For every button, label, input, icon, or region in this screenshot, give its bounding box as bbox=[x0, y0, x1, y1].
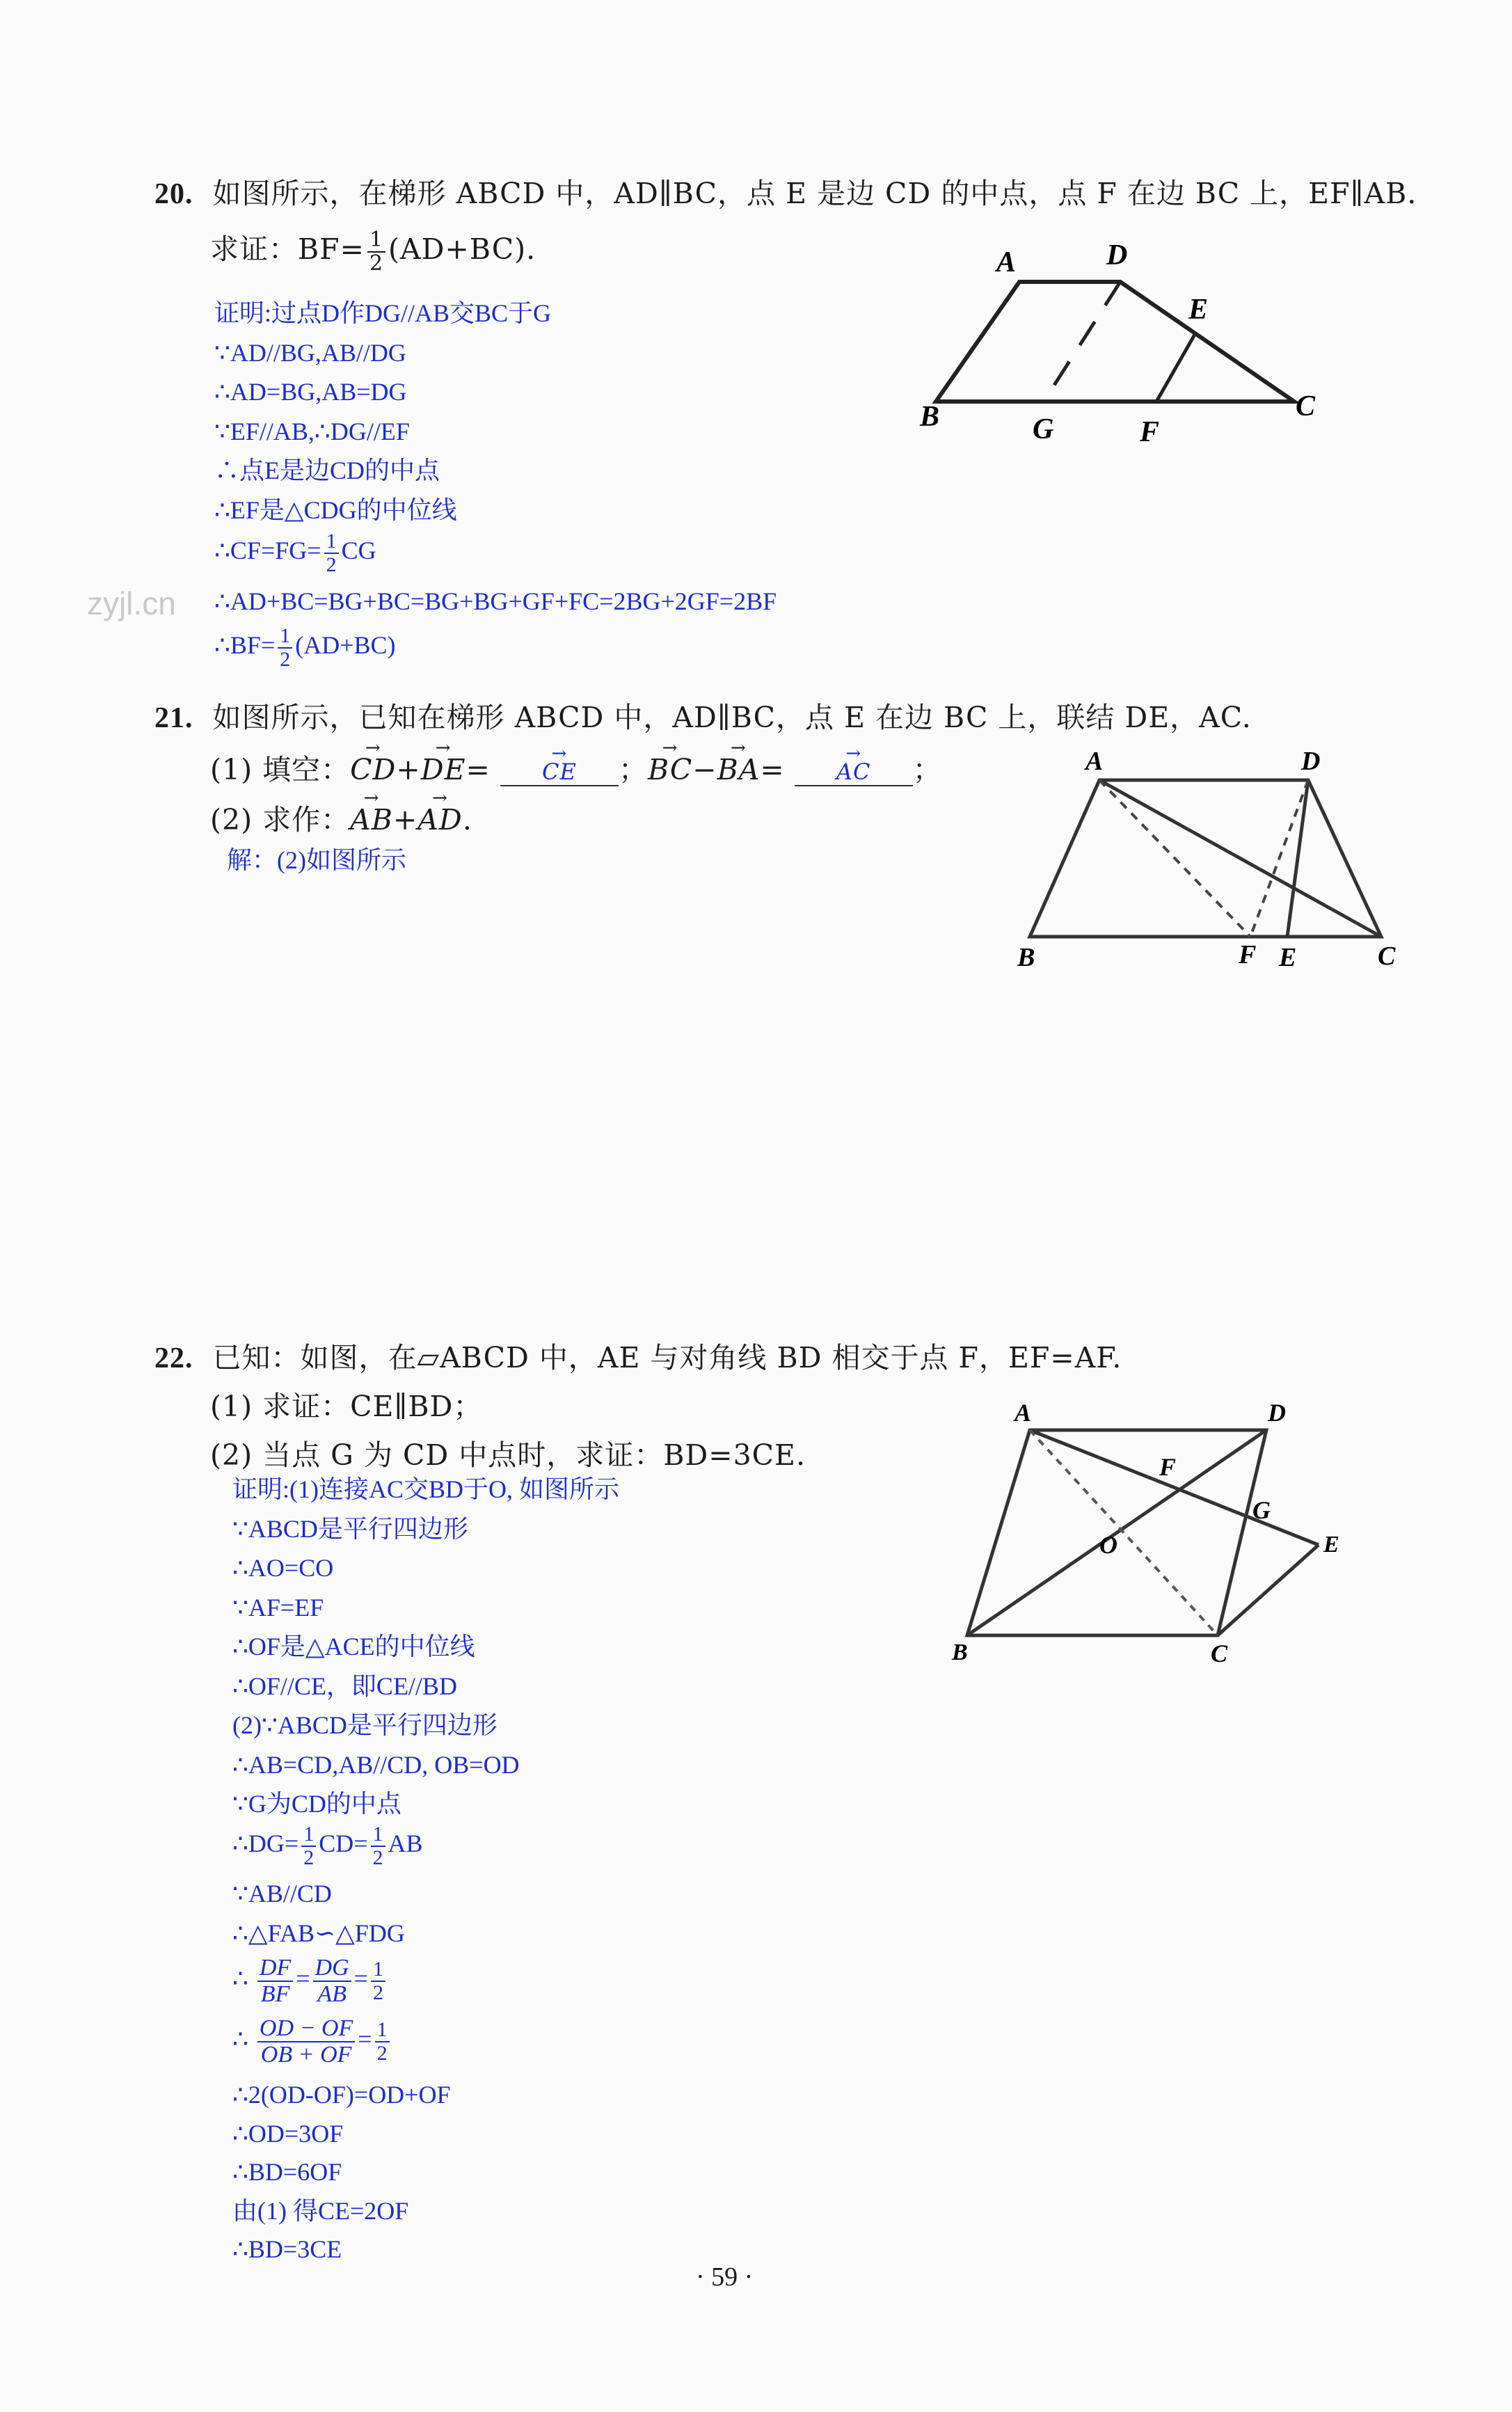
solution-line: ∴点E是边CD的中点 bbox=[214, 457, 440, 484]
solution-line: ∴AD=BG,AB=DG bbox=[214, 378, 407, 406]
problem-21-q1: (1) 填空：→ CD+→ DE= → CE ；→ BC−→ BA= → AC ； bbox=[210, 747, 942, 788]
dashed-line-dg bbox=[1044, 282, 1120, 402]
solution-22 bbox=[232, 1470, 619, 1824]
fraction: $\frac{OD - OF}{OB + OF}$ bbox=[257, 2016, 355, 2067]
label-a: A bbox=[1014, 1399, 1032, 1427]
solution-line: ∴AB=CD,AB//CD, OB=OD bbox=[232, 1750, 520, 1779]
solution-line: ∵EF//AB,∴DG//EF bbox=[214, 417, 410, 445]
label-e: E bbox=[1323, 1532, 1339, 1557]
solution-line: ∴OF//CE，即CE//BD bbox=[232, 1672, 457, 1700]
line-de bbox=[1287, 780, 1308, 937]
problem-22-q2: (2) 当点 G 为 CD 中点时，求证：BD=3CE. bbox=[210, 1438, 806, 1472]
vector: → DE bbox=[421, 753, 466, 786]
label-g: G bbox=[1252, 1496, 1271, 1524]
solution-line: (2)∵ABCD是平行四边形 bbox=[232, 1711, 498, 1739]
vector: → AB bbox=[350, 803, 393, 836]
label-a: A bbox=[996, 246, 1017, 278]
vector: → BA bbox=[717, 753, 761, 786]
problem-number: 22. bbox=[154, 1342, 193, 1374]
label-a: A bbox=[1085, 747, 1104, 776]
label-c: C bbox=[1211, 1640, 1228, 1667]
problem-text: 如图所示，在梯形 ABCD 中，AD∥BC，点 E 是边 CD 的中点，点 F 在边 BC 上，EF∥AB. bbox=[212, 177, 1417, 210]
solution-line: ∴BD=3CE bbox=[232, 2235, 342, 2263]
trapezoid-abcd bbox=[1030, 780, 1381, 937]
solution-line: ∴BF= $\frac{1}{2}$ (AD+BC) bbox=[214, 624, 396, 671]
solution-line: ∴OF是△ACE的中位线 bbox=[232, 1633, 475, 1660]
solution-line: ∴EF是△CDG的中位线 bbox=[214, 495, 457, 524]
label-g: G bbox=[1033, 413, 1054, 445]
fraction: $\frac{1}{2}$ bbox=[375, 2019, 390, 2064]
problem-21-q2: (2) 求作：→ AB+→ AD. bbox=[210, 797, 472, 838]
fraction: $\frac{DF}{BF}$ bbox=[257, 1955, 293, 2006]
label-d: D bbox=[1268, 1399, 1286, 1427]
fraction: $\frac{1}{2}$ bbox=[371, 1958, 385, 2004]
solution-ratio-2: ∴ $\frac{OD - OF}{OB + OF}$ = $\frac{1}{2}$ bbox=[232, 2016, 392, 2067]
vector: → AD bbox=[417, 803, 462, 836]
solution-20 bbox=[214, 294, 551, 530]
prove-prefix: 求证：BF= bbox=[210, 232, 365, 266]
solution-22-tail bbox=[232, 2076, 451, 2269]
prove-suffix: (AD+BC). bbox=[388, 232, 536, 266]
problem-21-stem bbox=[154, 695, 1252, 736]
problem-number: 21. bbox=[154, 702, 193, 734]
solution-line: ∴CF=FG= $\frac{1}{2}$ CG bbox=[214, 530, 376, 576]
label-c: C bbox=[1296, 390, 1316, 422]
label-f: F bbox=[1239, 940, 1257, 969]
label-d: D bbox=[1106, 239, 1128, 271]
label-b: B bbox=[952, 1640, 968, 1665]
solution-line: ∴DG= $\frac{1}{2}$ CD= $\frac{1}{2}$ AB bbox=[232, 1823, 423, 1869]
watermark: zyjl.cn bbox=[87, 585, 176, 621]
dashed-line-df bbox=[1250, 780, 1308, 937]
line-ae bbox=[1030, 1430, 1319, 1545]
label-e: E bbox=[1188, 294, 1209, 326]
answer-blank: → CE bbox=[500, 759, 619, 786]
problem-22-q1: (1) 求证：CE∥BD； bbox=[210, 1390, 483, 1423]
problem-20-stem bbox=[154, 170, 1417, 212]
fraction: $\frac{1}{2}$ bbox=[278, 625, 292, 670]
dashed-line-af bbox=[1099, 780, 1250, 937]
solution-line: ∴OD=3OF bbox=[232, 2119, 344, 2148]
line-ce bbox=[1218, 1545, 1319, 1635]
solution-line: ∵AB//CD bbox=[232, 1880, 332, 1907]
solution-line: ∴AO=CO bbox=[232, 1554, 334, 1582]
figure-20-trapezoid bbox=[905, 230, 1343, 466]
solution-21: 解：(2)如图所示 bbox=[227, 846, 406, 874]
solution-line: ∵AF=EF bbox=[232, 1593, 324, 1621]
solution-line: ∵ABCD是平行四边形 bbox=[232, 1514, 468, 1543]
solution-line: 证明:过点D作DG//AB交BC于G bbox=[214, 299, 552, 327]
vector: → BC bbox=[648, 753, 692, 786]
solution-line: ∴2(OD-OF)=OD+OF bbox=[232, 2081, 451, 2109]
label-f: F bbox=[1140, 416, 1160, 448]
label-b: B bbox=[920, 401, 940, 433]
solution-line: ∵AD//BG,AB//DG bbox=[214, 338, 406, 367]
solution-line: ∴△FAB∽△FDG bbox=[232, 1919, 405, 1947]
label-o: O bbox=[1099, 1531, 1117, 1559]
line-ef bbox=[1156, 333, 1195, 402]
solution-line: ∵G为CD的中点 bbox=[232, 1790, 401, 1818]
answer-blank: → AC bbox=[795, 759, 913, 786]
solution-line: ∴AD+BC=BG+BC=BG+BG+GF+FC=2BG+2GF=2BF bbox=[214, 587, 777, 615]
trapezoid-abcd bbox=[936, 282, 1294, 402]
solution-line: ∴BD=6OF bbox=[232, 2158, 342, 2186]
fraction: $\frac{DG}{AB}$ bbox=[313, 1955, 351, 2006]
label-e: E bbox=[1279, 943, 1297, 972]
fraction: $\frac{1}{2}$ bbox=[367, 229, 385, 274]
diagonal-ac bbox=[1099, 780, 1381, 937]
label-c: C bbox=[1378, 942, 1396, 971]
solution-ratio-1: ∴ $\frac{DF}{BF}$ = $\frac{DG}{AB}$ = $\frac{1}{2}$ bbox=[232, 1955, 388, 2006]
fraction: $\frac{1}{2}$ bbox=[324, 530, 339, 576]
vector: → CD bbox=[350, 753, 396, 786]
figure-21-trapezoid bbox=[1002, 738, 1406, 988]
fraction: $\frac{1}{2}$ bbox=[371, 1823, 385, 1868]
label-f: F bbox=[1159, 1453, 1177, 1481]
problem-text: 已知：如图，在▱ABCD 中，AE 与对角线 BD 相交于点 F，EF=AF. bbox=[212, 1341, 1122, 1374]
problem-text: 如图所示，已知在梯形 ABCD 中，AD∥BC，点 E 在边 BC 上，联结 DE，AC. bbox=[212, 701, 1252, 734]
solution-line: 由(1) 得CE=2OF bbox=[232, 2196, 409, 2225]
problem-20-prove bbox=[210, 226, 536, 274]
dashed-diagonal-ac bbox=[1030, 1430, 1218, 1635]
label-b: B bbox=[1017, 943, 1035, 972]
label-d: D bbox=[1301, 747, 1321, 776]
fraction: $\frac{1}{2}$ bbox=[301, 1823, 316, 1868]
problem-22-stem bbox=[154, 1335, 1122, 1376]
problem-number: 20. bbox=[154, 178, 193, 210]
page-number: · 59 · bbox=[696, 2262, 754, 2292]
figure-22-parallelogram bbox=[939, 1392, 1357, 1684]
solution-line: 证明:(1)连接AC交BD于O, 如图所示 bbox=[232, 1475, 619, 1503]
